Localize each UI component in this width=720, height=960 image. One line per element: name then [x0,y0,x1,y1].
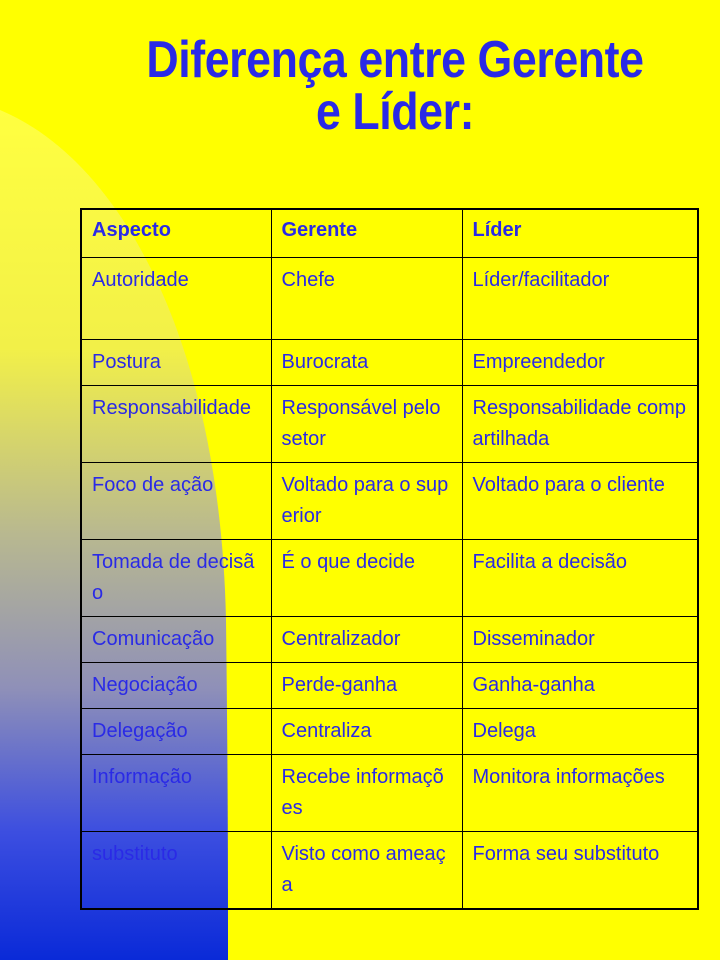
table-cell: Informação [81,754,271,831]
table-cell: Postura [81,339,271,385]
table-cell: Disseminador [462,616,698,662]
table-row [81,385,698,462]
table-cell: Delegação [81,708,271,754]
table-cell: Facilita a decisão [462,539,698,616]
table-cell: Monitora informações [462,754,698,831]
table-cell: Centralizador [271,616,462,662]
table-row [81,539,698,616]
header-cell: Gerente [271,209,462,257]
table-row [81,662,698,708]
table-cell: Responsabilidade compartilhada [462,385,698,462]
table-cell: É o que decide [271,539,462,616]
table-cell: Comunicação [81,616,271,662]
table-cell: Ganha-ganha [462,662,698,708]
table-cell: Voltado para o superior [271,462,462,539]
table-cell: Voltado para o cliente [462,462,698,539]
table-cell: Forma seu substituto [462,831,698,909]
header-cell: Aspecto [81,209,271,257]
table-cell: Negociação [81,662,271,708]
table-cell: substituto [81,831,271,909]
table-cell: Delega [462,708,698,754]
table-cell: Foco de ação [81,462,271,539]
table-cell: Líder/facilitador [462,257,698,339]
page-title-line2: e Líder: [315,83,475,141]
page-title-line1: Diferença entre Gerente [146,31,644,89]
table-row [81,616,698,662]
table-cell: Chefe [271,257,462,339]
comparison-table [80,208,699,910]
table-row [81,754,698,831]
table-cell: Centraliza [271,708,462,754]
table-cell: Tomada de decisão [81,539,271,616]
table-row [81,339,698,385]
table-cell: Visto como ameaça [271,831,462,909]
table-cell: Recebe informações [271,754,462,831]
table-row [81,462,698,539]
page-title [90,31,701,141]
header-cell: Líder [462,209,698,257]
table-cell: Perde-ganha [271,662,462,708]
table-cell: Autoridade [81,257,271,339]
table-row [81,257,698,339]
table-cell: Empreendedor [462,339,698,385]
table-cell: Burocrata [271,339,462,385]
table-cell: Responsável pelo setor [271,385,462,462]
table-header-row [81,209,698,257]
table-cell: Responsabilidade [81,385,271,462]
table-row [81,708,698,754]
table-row [81,831,698,909]
